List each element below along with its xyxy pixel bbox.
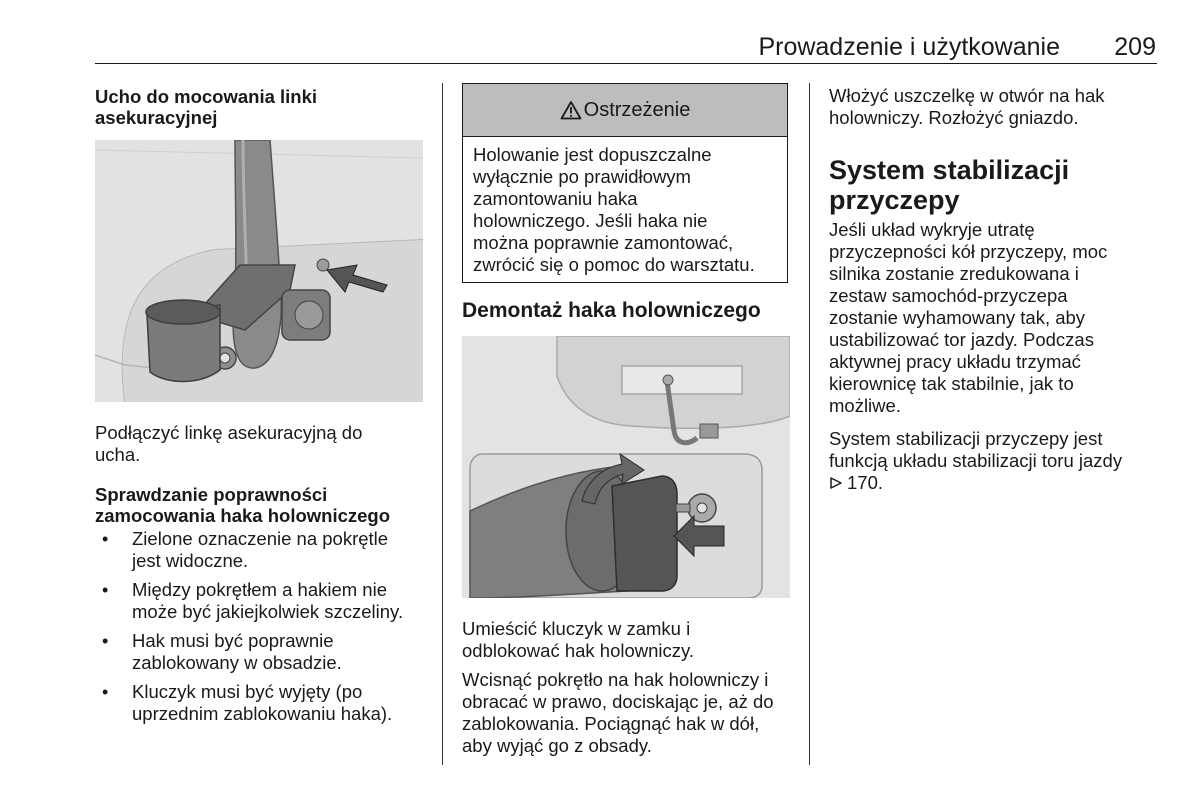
paragraph-insert-seal: Włożyć uszczelkę w otwór na hak holowniczy. Rozłożyć gniazdo. [829,85,1105,128]
section-heading-safety-eye: Ucho do mocowania linki asekuracyjnej [95,86,318,128]
page-reference[interactable]: 170. [829,472,1169,494]
paragraph-stability-description: Jeśli układ wykryje utratę przyczepności kół przyczepy, moc silnika zostanie zredukowana i zestaw samochód-przyczepa zostanie wyhamowany tak, aby ustabilizować tor jazdy. Podczas aktywnej pracy układu trzymać kierownicę tak stabilnie, jak to możliwe. [829,219,1108,416]
page-number: 209 [1114,33,1156,61]
paragraph-connect-cable: Podłączyć linkę asekuracyjną do ucha. [95,422,363,465]
section-heading-remove-hook: Demontaż haka holowniczego [462,299,761,322]
header-rule [95,63,1157,64]
warning-body: Holowanie jest dopuszczalne wyłącznie po prawidłowym zamontowaniu haka holowniczego. Jeśli haka nie można poprawnie zamontować, zwrócić się o pomoc do warsztatu. [473,144,755,275]
safety-cable-eye-illustration [95,140,423,402]
column-divider-right [809,83,810,765]
warning-title: Ostrzeżenie [583,98,691,121]
paragraph-press-knob: Wcisnąć pokrętło na hak holowniczy i obracać w prawo, dociskając je, aż do zablokowania. Pociągnąć hak w dół, aby wyjąć go z obsady. [462,669,774,756]
page-reference-arrow-icon [829,473,843,487]
section-heading-check-mount: Sprawdzanie poprawności zamocowania haka holowniczego [95,484,391,526]
warning-header [463,84,787,137]
paragraph-stability-function: System stabilizacji przyczepy jest funkcją układu stabilizacji toru jazdy 170. [829,428,1169,494]
paragraph-insert-key: Umieścić kluczyk w zamku i odblokować hak holowniczy. [462,618,695,661]
safety-cable-eye-figure [95,140,423,402]
column-divider-left [442,83,443,765]
list-item: • Hak musi być poprawnie zablokowany w obsadzie. [95,630,435,674]
tow-hook-removal-illustration [462,336,790,598]
tow-hook-removal-figure [462,336,790,598]
check-list [95,528,435,732]
section-heading-trailer-stability: System stabilizacji przyczepy [829,155,1070,215]
warning-box [462,83,788,283]
list-item: • Zielone oznaczenie na pokrętle jest widoczne. [95,528,435,572]
running-header-title: Prowadzenie i użytkowanie [758,33,1060,61]
list-item: • Kluczyk musi być wyjęty (po uprzednim zablokowaniu haka). [95,681,435,725]
list-item: • Między pokrętłem a hakiem nie może być jakiejkolwiek szczeliny. [95,579,435,623]
warning-triangle-icon [560,100,582,120]
